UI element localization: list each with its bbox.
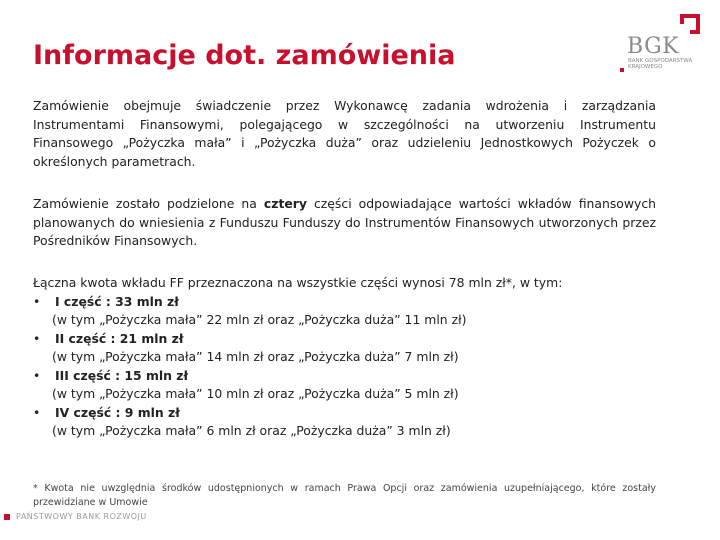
bullet-icon: • <box>33 404 41 420</box>
part-label: IV część : 9 mln zł <box>55 404 180 420</box>
bullet-icon: • <box>33 293 41 309</box>
part-detail: (w tym „Pożyczka mała” 22 mln zł oraz „Pożyczka duża” 11 mln zł) <box>52 312 467 327</box>
bullet-icon: • <box>33 367 41 383</box>
bullet-icon: • <box>33 330 41 346</box>
part-label: III część : 15 mln zł <box>55 367 189 383</box>
footnote: * Kwota nie uwzględnia środków udostępnionych w ramach Prawa Opcji oraz zamówienia uzupełniającego, które zostały przewidziane w Umowie <box>33 483 656 508</box>
part-label: II część : 21 mln zł <box>55 330 184 346</box>
page-title: Informacje dot. zamówienia <box>33 40 456 71</box>
logo-text: BGK <box>627 34 680 59</box>
footer-square-icon <box>4 514 10 520</box>
total-amount-line: Łączna kwota wkładu FF przeznaczona na wszystkie części wynosi 78 mln zł*, w tym: <box>33 275 563 290</box>
logo-square-icon <box>680 14 700 34</box>
amounts-section <box>33 274 656 441</box>
footer-text: PAŃSTWOWY BANK ROZWOJU <box>16 512 147 521</box>
list-item <box>33 404 656 423</box>
list-item <box>33 330 656 349</box>
footer <box>0 512 147 521</box>
logo-dot-icon <box>620 68 624 72</box>
list-item <box>33 367 656 386</box>
division-text-bold: cztery <box>263 196 307 211</box>
logo-subtitle: BANK GOSPODARSTWA KRAJOWEGO <box>628 58 693 70</box>
part-detail: (w tym „Pożyczka mała” 10 mln zł oraz „Pożyczka duża” 5 mln zł) <box>52 386 459 401</box>
division-text-before: Zamówienie zostało podzielone na <box>33 196 264 211</box>
description-paragraph: Zamówienie obejmuje świadczenie przez Wykonawcę zadania wdrożenia i zarządzania Instrumentami Finansowymi, polegającego w szczególności na utworzeniu Instrumentu Finansowego „Pożyczka mała” i „Pożyczka duża” oraz udzieleniu Jednostkowych Pożyczek o określonych parametrach. <box>33 98 656 169</box>
part-detail: (w tym „Pożyczka mała” 14 mln zł oraz „Pożyczka duża” 7 mln zł) <box>52 349 459 364</box>
division-text-after: części odpowiadające wartości wkładów finansowych planowanych do wniesienia z Funduszu Funduszy do Instrumentów Finansowych utworzonych przez Pośredników Finansowych. <box>33 196 656 248</box>
bgk-logo <box>620 14 712 78</box>
part-detail: (w tym „Pożyczka mała” 6 mln zł oraz „Pożyczka duża” 3 mln zł) <box>52 423 451 438</box>
division-paragraph <box>33 195 656 251</box>
part-label: I część : 33 mln zł <box>55 293 179 309</box>
list-item <box>33 293 656 312</box>
